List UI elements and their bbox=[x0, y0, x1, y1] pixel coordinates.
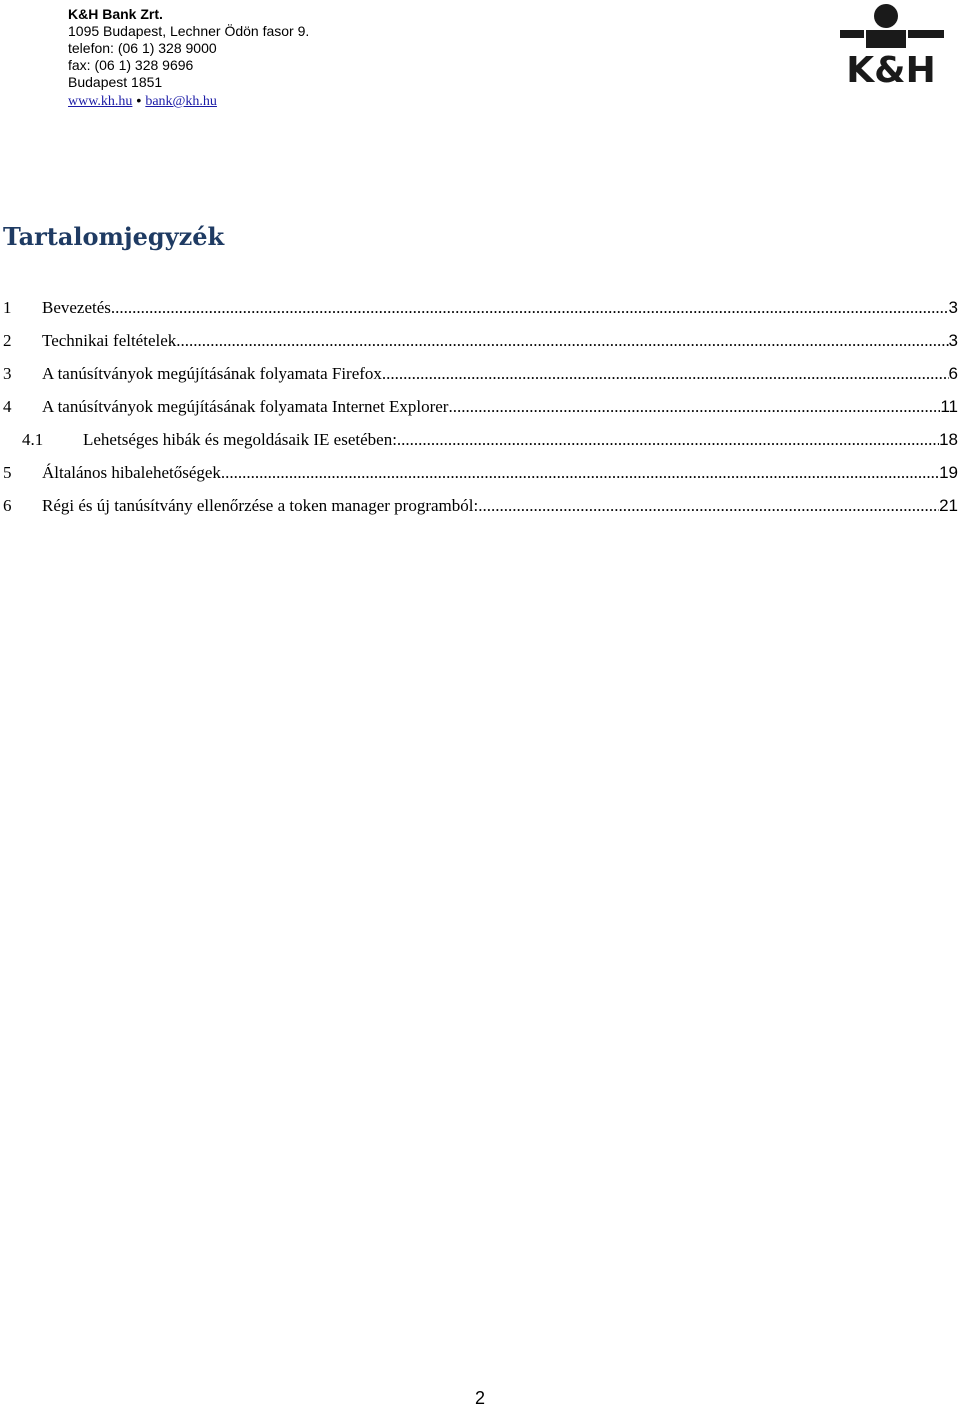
contact-links bbox=[68, 91, 309, 111]
logo-text: K&H bbox=[846, 50, 936, 88]
toc-entry-number: 4 bbox=[3, 397, 12, 416]
toc-entry-title: Lehetséges hibák és megoldásaik IE esetében: bbox=[83, 430, 397, 449]
toc-entry-number: 1 bbox=[3, 298, 12, 317]
company-address: 1095 Budapest, Lechner Ödön fasor 9. bbox=[68, 23, 310, 39]
company-fax: fax: (06 1) 328 9696 bbox=[68, 57, 194, 73]
toc-leader-dots bbox=[221, 456, 939, 489]
toc-entry-page: 3 bbox=[948, 298, 958, 317]
table-of-contents bbox=[0, 291, 960, 522]
toc-entry[interactable] bbox=[0, 489, 960, 522]
toc-entry-number: 4.1 bbox=[22, 430, 44, 449]
toc-leader-dots bbox=[448, 390, 940, 423]
toc-entry-title: Régi és új tanúsítvány ellenőrzése a token manager programból: bbox=[42, 496, 479, 515]
toc-entry-title: Általános hibalehetőségek bbox=[42, 463, 221, 482]
toc-entry-page: 18 bbox=[939, 430, 958, 449]
toc-entry-number: 2 bbox=[3, 331, 12, 350]
letterhead bbox=[68, 6, 309, 111]
page-number: 2 bbox=[474, 1388, 485, 1408]
company-phone: telefon: (06 1) 328 9000 bbox=[68, 40, 217, 56]
toc-entry[interactable] bbox=[0, 456, 960, 489]
toc-leader-dots bbox=[397, 423, 939, 456]
toc-entry-page: 21 bbox=[939, 496, 958, 515]
toc-entry-number: 3 bbox=[3, 364, 12, 383]
kh-logo-icon bbox=[836, 0, 946, 88]
toc-entry-number: 5 bbox=[3, 463, 12, 482]
toc-entry-page: 19 bbox=[939, 463, 958, 482]
toc-subentry[interactable] bbox=[0, 423, 960, 456]
toc-entry-page: 6 bbox=[948, 364, 958, 383]
toc-entry[interactable] bbox=[0, 291, 960, 324]
company-name: K&H Bank Zrt. bbox=[68, 6, 163, 22]
toc-entry-title: A tanúsítványok megújításának folyamata Firefox bbox=[42, 364, 382, 383]
toc-entry[interactable] bbox=[0, 390, 960, 423]
link-separator: • bbox=[136, 92, 142, 108]
toc-entry-title: A tanúsítványok megújításának folyamata Internet Explorer bbox=[42, 397, 449, 416]
toc-entry[interactable] bbox=[0, 324, 960, 357]
toc-entry-number: 6 bbox=[3, 496, 12, 515]
toc-entry-title: Technikai feltételek bbox=[42, 331, 177, 350]
toc-entry-title: Bevezetés bbox=[42, 298, 111, 317]
toc-leader-dots bbox=[176, 324, 948, 357]
toc-leader-dots bbox=[478, 489, 939, 522]
email-link[interactable]: bank@kh.hu bbox=[145, 94, 217, 109]
toc-leader-dots bbox=[382, 357, 949, 390]
toc-entry-page: 11 bbox=[940, 397, 958, 416]
website-link[interactable]: www.kh.hu bbox=[68, 94, 133, 109]
toc-leader-dots bbox=[111, 291, 949, 324]
company-city: Budapest 1851 bbox=[68, 74, 163, 90]
toc-title: Tartalomjegyzék bbox=[3, 222, 225, 251]
toc-entry-page: 3 bbox=[948, 331, 958, 350]
toc-entry[interactable] bbox=[0, 357, 960, 390]
